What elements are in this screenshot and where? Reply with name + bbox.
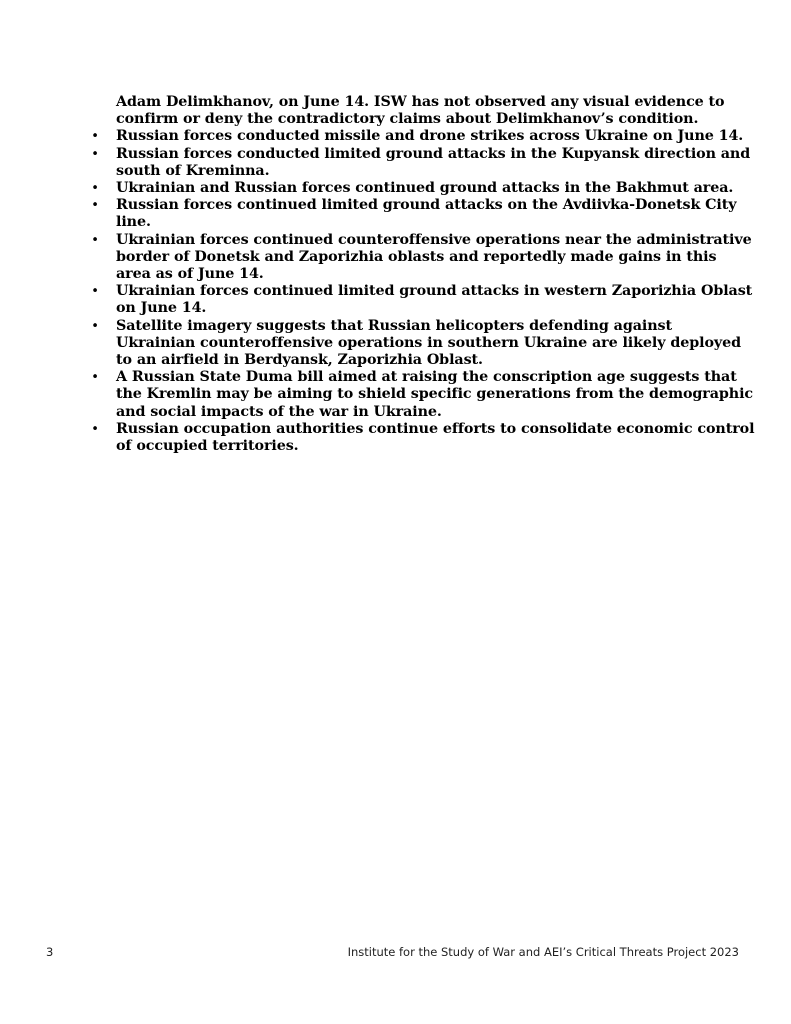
- list-item: [90, 146, 755, 180]
- key-takeaways-list: [90, 128, 755, 455]
- list-item: [90, 318, 755, 370]
- list-item: [90, 197, 755, 231]
- bullet-icon: •: [91, 146, 99, 162]
- list-item: [90, 369, 755, 421]
- footer-credit: Institute for the Study of War and AEI’s Critical Threats Project 2023: [347, 945, 739, 959]
- bullet-icon: •: [91, 232, 99, 248]
- bullet-icon: •: [91, 421, 99, 437]
- bullet-icon: •: [91, 181, 99, 197]
- list-item-text: Satellite imagery suggests that Russian helicopters defending against Ukrainian counteroffensive operations in southern Ukraine are likely deployed to an airfield in Berdyansk, Zaporizhia Oblast.: [116, 317, 741, 369]
- bullet-icon: •: [91, 198, 99, 214]
- list-item-text: Russian forces continued limited ground attacks on the Avdiivka-Donetsk City line.: [116, 197, 737, 231]
- bullet-icon: •: [91, 129, 99, 145]
- list-item: [90, 283, 755, 317]
- list-item-text: Russian forces conducted missile and drone strikes across Ukraine on June 14.: [116, 128, 744, 145]
- document-body: [90, 94, 755, 455]
- list-item-text: Ukrainian and Russian forces continued ground attacks in the Bakhmut area.: [116, 180, 734, 197]
- list-item: [90, 232, 755, 284]
- page-number: 3: [46, 945, 54, 959]
- list-item-text: Russian forces conducted limited ground attacks in the Kupyansk direction and south of Kreminna.: [116, 145, 751, 179]
- bullet-icon: •: [91, 370, 99, 386]
- list-item-text: Russian occupation authorities continue efforts to consolidate economic control of occupied territories.: [116, 420, 755, 455]
- list-item-text: A Russian State Duma bill aimed at raising the conscription age suggests that the Kremlin may be aiming to shield specific generations from the demographic and social impacts of the war in Ukraine.: [116, 369, 754, 420]
- lead-paragraph: Adam Delimkhanov, on June 14. ISW has not observed any visual evidence to confirm or deny the contradictory claims about Delimkhanov’s condition.: [116, 94, 725, 128]
- list-item: [90, 421, 755, 455]
- list-item-text: Ukrainian forces continued counteroffensive operations near the administrative border of Donetsk and Zaporizhia oblasts and reportedly made gains in this area as of June 14.: [116, 231, 752, 283]
- list-item: [90, 128, 755, 145]
- list-item-text: Ukrainian forces continued limited ground attacks in western Zaporizhia Oblast on June 14.: [116, 283, 753, 317]
- bullet-icon: •: [91, 318, 99, 334]
- list-item: [90, 180, 755, 197]
- bullet-icon: •: [91, 284, 99, 300]
